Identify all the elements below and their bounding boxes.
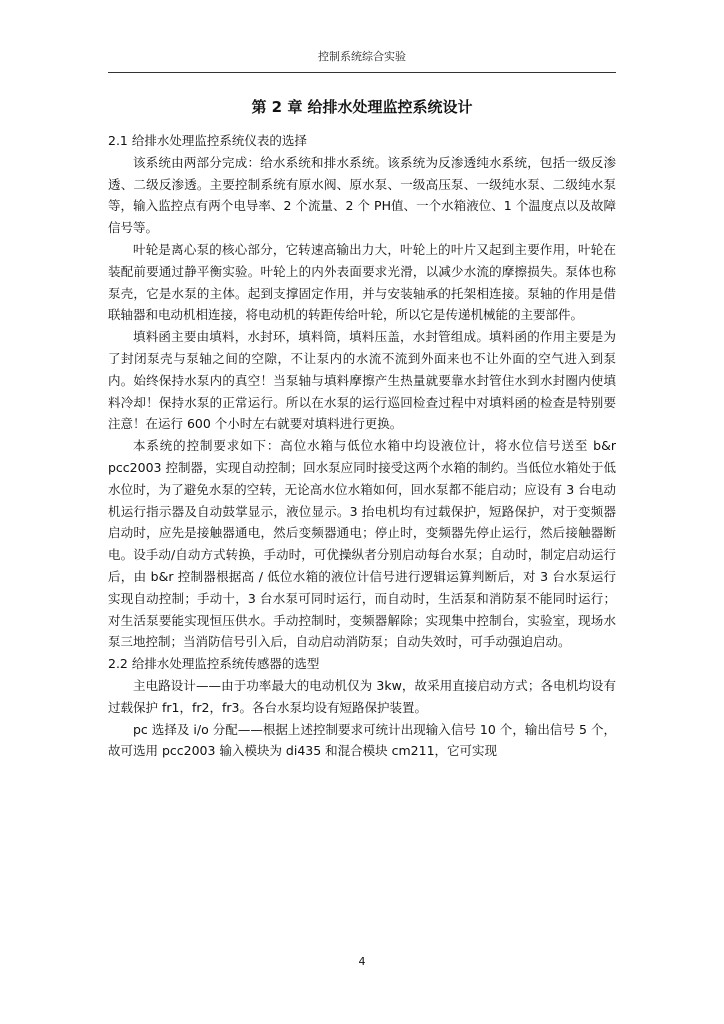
- paragraph: 主电路设计——由于功率最大的电动机仅为 3kw，故采用直接启动方式；各电机均设有过载保护 fr1，fr2，fr3。各台水泵均设有短路保护装置。: [108, 677, 616, 715]
- paragraph: 叶轮是离心泵的核心部分，它转速高输出力大，叶轮上的叶片又起到主要作用，叶轮在装配前要通过静平衡实验。叶轮上的内外表面要求光滑，以减少水流的摩擦损失。泵体也称泵壳，它是水泵的主体。起到支撑固定作用，并与安装轴承的托架相连接。泵轴的作用是借联轴器和电动机相连接，将电动机的转距传给叶轮，所以它是传递机械能的主要部件。: [108, 241, 616, 323]
- page-number: 4: [358, 955, 366, 968]
- page-body: [108, 130, 616, 762]
- section-heading: 2.2 给排水处理监控系统传感器的选型: [108, 656, 320, 672]
- paragraph: pc 选择及 i/o 分配——根据上述控制要求可统计出现输入信号 10 个，输出信号 5 个，故可选用 pcc2003 输入模块为 di435 和混合模块 cm211，它可实现: [108, 721, 616, 759]
- section-heading: 2.1 给排水处理监控系统仪表的选择: [108, 133, 307, 148]
- paragraph: 该系统由两部分完成：给水系统和排水系统。该系统为反渗透纯水系统，包括一级反渗透、二级反渗透。主要控制系统有原水阀、原水泵、一级高压泵、一级纯水泵、二级纯水泵等，输入监控点有两个电导率、2 个流量、2 个 PH值、一个水箱液位、1 个温度点以及故障信号等。: [108, 154, 616, 236]
- header-divider: [108, 72, 616, 73]
- running-header: 控制系统综合实验: [318, 50, 406, 63]
- chapter-title: 第 2 章 给排水处理监控系统设计: [251, 98, 473, 116]
- paragraph: 填料函主要由填料，水封环，填料筒，填料压盖，水封管组成。填料函的作用主要是为了封闭泵壳与泵轴之间的空隙，不让泵内的水流不流到外面来也不让外面的空气进入到泵内。始终保持水泵内的真空！当泵轴与填料摩擦产生热量就要靠水封管住水到水封圈内使填料冷却！保持水泵的正常运行。所以在水泵的运行巡回检查过程中对填料函的检查是特别要注意！在运行 600 个小时左右就要对填料进行更换。: [108, 329, 616, 432]
- paragraph: 本系统的控制要求如下：高位水箱与低位水箱中均设液位计，将水位信号送至 b&r pcc2003 控制器，实现自动控制；回水泵应同时接受这两个水箱的制约。当低位水箱处于低水位时，为了避免水泵的空转，无论高水位水箱如何，回水泵都不能启动；应设有 3 台电动机运行指示器及自动鼓掌显示，液位显示。3 抬电机均有过载保护，短路保护，对于变频器启动时，应先是接触器通电，然后变频器通电；停止时，变频器先停止运行，然后接触器断电。设手动/自动方式转换，手动时，可优操纵者分别启动每台水泵；自动时，制定启动运行后，由 b&r 控制器根据高 / 低位水箱的液位计信号进行逻辑运算判断后，对 3 台水泵运行实现自动控制；手动十，3 台水泵可同时运行，而自动时，生活泵和消防泵不能同时运行；对生活泵要能实现恒压供水。手动控制时，变频器解除；实现集中控制台，实验室，现场水泵三地控制；当消防信号引入后，自动启动消防泵；自动失效时，可手动强迫启动。: [108, 438, 616, 650]
